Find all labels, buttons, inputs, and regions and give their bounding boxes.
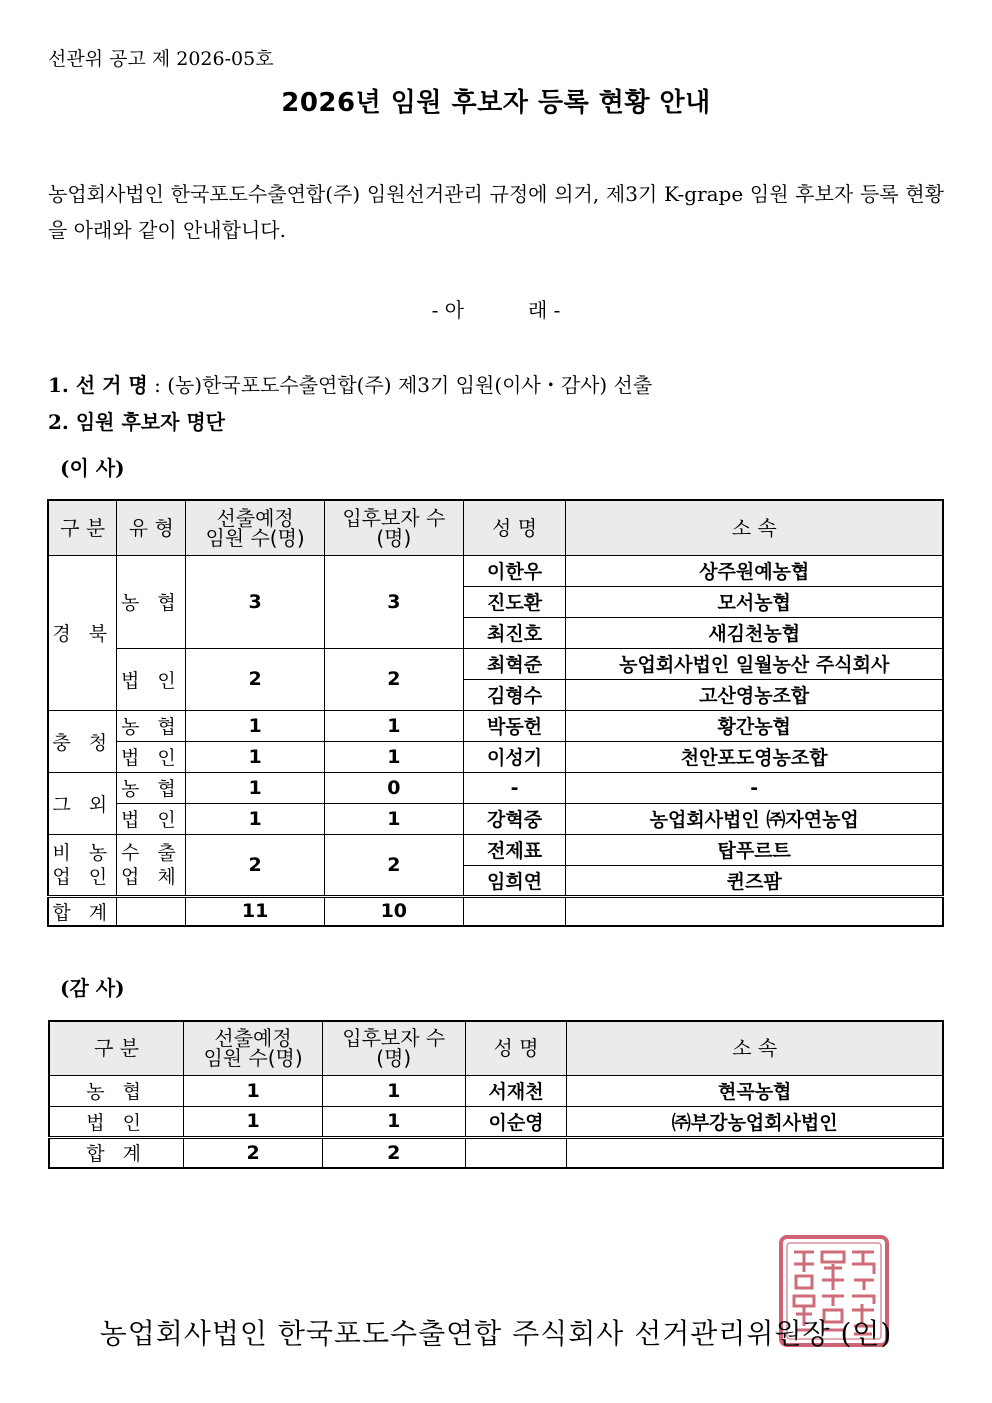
candidate-count: 1 (324, 710, 463, 741)
candidate-count: 2 (324, 834, 463, 896)
directors-caption: (이 사) (60, 456, 125, 480)
header-candidates: 입후보자 수 (명) (322, 1021, 465, 1075)
intro-paragraph: 농업회사법인 한국포도수출연합(주) 임원선거관리 규정에 의거, 제3기 K-grape 임원 후보자 등록 현황을 아래와 같이 안내합니다. (48, 182, 944, 242)
type-nonghyup: 농 협 (117, 772, 186, 803)
auditors-caption: (감 사) (60, 976, 125, 1000)
candidate-count: 1 (324, 741, 463, 772)
election-name-item (48, 369, 652, 398)
total-planned: 2 (184, 1137, 323, 1168)
auditors-total-row (49, 1137, 943, 1168)
candidate-affiliation: 퀸즈팜 (566, 865, 943, 896)
candidate-affiliation: 고산영농조합 (566, 679, 943, 710)
total-candidates: 10 (324, 896, 463, 926)
total-type-empty (117, 896, 186, 926)
table-row (48, 555, 943, 586)
total-label: 합 계 (48, 896, 117, 926)
candidate-affiliation: 상주원예농협 (566, 555, 943, 586)
total-affiliation-empty (566, 896, 943, 926)
below-left: - 아 (431, 298, 464, 322)
region-gyeongbuk: 경 북 (48, 555, 117, 710)
below-right: 래 - (528, 298, 561, 322)
candidate-name: 박동헌 (463, 710, 566, 741)
planned-count: 1 (186, 710, 325, 741)
below-heading (0, 294, 992, 323)
candidate-name: - (463, 772, 566, 803)
total-name-empty (465, 1137, 567, 1168)
candidate-count: 0 (324, 772, 463, 803)
auditor-category: 농 협 (49, 1075, 184, 1106)
candidate-name: 김형수 (463, 679, 566, 710)
table-row (48, 834, 943, 865)
candidate-name: 이순영 (465, 1106, 567, 1137)
table-row (48, 772, 943, 803)
candidate-count: 2 (324, 648, 463, 710)
total-candidates: 2 (322, 1137, 465, 1168)
candidate-name: 이한우 (463, 555, 566, 586)
candidate-affiliation: 새김천농협 (566, 617, 943, 648)
table-row (48, 741, 943, 772)
candidate-affiliation: 천안포도영농조합 (566, 741, 943, 772)
candidate-name: 임희연 (463, 865, 566, 896)
table-row (48, 648, 943, 679)
total-affiliation-empty (567, 1137, 943, 1168)
total-label: 합 계 (49, 1137, 184, 1168)
type-corporation: 법 인 (117, 741, 186, 772)
planned-count: 2 (186, 834, 325, 896)
planned-count: 1 (186, 772, 325, 803)
candidate-affiliation: 황간농협 (566, 710, 943, 741)
document-title: 2026년 임원 후보자 등록 현황 안내 (281, 88, 711, 118)
planned-count: 1 (186, 803, 325, 834)
table-row (49, 1075, 943, 1106)
header-affiliation: 소 속 (566, 500, 943, 555)
header-candidates: 입후보자 수 (명) (324, 500, 463, 555)
candidate-affiliation: ㈜부강농업회사법인 (567, 1106, 943, 1137)
candidate-count: 1 (324, 803, 463, 834)
type-nonghyup: 농 협 (117, 555, 186, 648)
notice-number: 선관위 공고 제 2026-05호 (48, 48, 274, 70)
type-corporation: 법 인 (117, 803, 186, 834)
region-other: 그 외 (48, 772, 117, 834)
header-category: 구 분 (49, 1021, 184, 1075)
header-planned: 선출예정 임원 수(명) (184, 1021, 323, 1075)
region-chungcheong: 충 청 (48, 710, 117, 772)
candidate-count: 1 (322, 1106, 465, 1137)
directors-header-row (48, 500, 943, 555)
directors-table (47, 499, 944, 927)
candidate-count: 3 (324, 555, 463, 648)
planned-count: 1 (186, 741, 325, 772)
total-name-empty (463, 896, 566, 926)
auditor-category: 법 인 (49, 1106, 184, 1137)
auditors-header-row (49, 1021, 943, 1075)
type-exporter: 수 출 업 체 (117, 834, 186, 896)
planned-count: 1 (184, 1106, 323, 1137)
auditors-table (48, 1020, 944, 1169)
header-affiliation: 소 속 (567, 1021, 943, 1075)
total-planned: 11 (186, 896, 325, 926)
candidate-name: 이성기 (463, 741, 566, 772)
candidate-list-heading: 2. 임원 후보자 명단 (48, 410, 226, 434)
candidate-affiliation: - (566, 772, 943, 803)
candidate-affiliation: 탑푸르트 (566, 834, 943, 865)
candidate-name: 강혁중 (463, 803, 566, 834)
candidate-affiliation: 농업회사법인 ㈜자연농업 (566, 803, 943, 834)
directors-total-row (48, 896, 943, 926)
candidate-affiliation: 농업회사법인 일월농산 주식회사 (566, 648, 943, 679)
header-planned: 선출예정 임원 수(명) (186, 500, 325, 555)
signature-line: 농업회사법인 한국포도수출연합 주식회사 선거관리위원장 (인) (99, 1317, 893, 1350)
candidate-count: 1 (322, 1075, 465, 1106)
type-corporation: 법 인 (117, 648, 186, 710)
candidate-name: 최진호 (463, 617, 566, 648)
header-name: 성 명 (465, 1021, 567, 1075)
candidate-name: 진도환 (463, 586, 566, 617)
table-row (48, 710, 943, 741)
table-row (49, 1106, 943, 1137)
election-name-label: 1. 선 거 명 (48, 373, 148, 397)
planned-count: 3 (186, 555, 325, 648)
type-nonghyup: 농 협 (117, 710, 186, 741)
region-non-farmer: 비 농 업 인 (48, 834, 117, 896)
candidate-affiliation: 모서농협 (566, 586, 943, 617)
header-name: 성 명 (463, 500, 566, 555)
election-name-text: : (농)한국포도수출연합(주) 제3기 임원(이사・감사) 선출 (147, 373, 653, 397)
planned-count: 1 (184, 1075, 323, 1106)
header-type: 유 형 (117, 500, 186, 555)
header-category: 구 분 (48, 500, 117, 555)
candidate-name: 전제표 (463, 834, 566, 865)
planned-count: 2 (186, 648, 325, 710)
candidate-name: 서재천 (465, 1075, 567, 1106)
candidate-affiliation: 현곡농협 (567, 1075, 943, 1106)
candidate-name: 최혁준 (463, 648, 566, 679)
table-row (48, 803, 943, 834)
